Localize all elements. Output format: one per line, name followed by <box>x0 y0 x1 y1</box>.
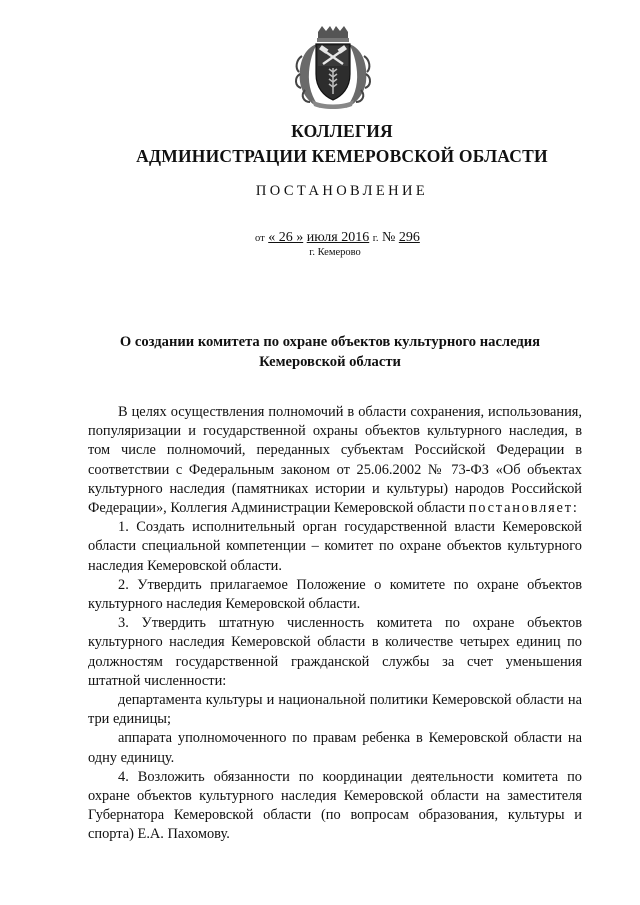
date-year-suffix: г. <box>372 233 379 244</box>
item-1: 1. Создать исполнительный орган государственной власти Кемеровской области специальной компетенции – комитет по охране объектов культурного наследия Кемеровской области. <box>88 519 582 574</box>
date-prefix: от <box>255 233 265 244</box>
document-title <box>90 332 570 372</box>
intro-paragraph <box>88 403 582 518</box>
kemerovo-coat-of-arms-icon <box>292 26 374 110</box>
item-3: 3. Утвердить штатную численность комитета по охране объектов культурного наследия Кемеровской области в количестве четырех единиц по должностям государственной гражданской службы за счет уменьшения штатной численности: <box>88 615 582 689</box>
item-4: 4. Возложить обязанности по координации деятельности комитета по охране объектов культурного наследия Кемеровской области на заместителя Губернатора Кемеровской области (по вопросам образования, культуры и спорта) Е.А. Пахомову. <box>88 768 582 843</box>
item-3a: департамента культуры и национальной политики Кемеровской области на три единицы; <box>88 692 582 728</box>
city-label: г. Кемерово <box>309 247 361 258</box>
intro-keyword: постановляет: <box>468 500 579 517</box>
title-line2: Кемеровской области <box>259 354 401 370</box>
date-day: « 26 » <box>268 230 304 245</box>
date-number-line <box>255 230 420 246</box>
document-body <box>88 403 582 845</box>
agency-name-line1: КОЛЛЕГИЯ <box>291 121 393 141</box>
title-line1: О создании комитета по охране объектов культурного наследия <box>119 334 541 350</box>
intro-text: В целях осуществления полномочий в области сохранения, использования, популяризации и государственной охраны объектов культурного наследия, в том числе полномочий, переданных субъектам Российской Федерации в соответствии с Федеральным законом от 25.06.2002 № 73-ФЗ «Об объектах культурного наследия (памятниках истории и культуры) народов Российской Федерации», Коллегия Администрации Кемеровской области <box>88 404 582 517</box>
document-number: 296 <box>398 230 420 245</box>
document-type: ПОСТАНОВЛЕНИЕ <box>255 183 429 199</box>
item-2: 2. Утвердить прилагаемое Положение о комитете по охране объектов культурного наследия Кемеровской области. <box>88 576 582 613</box>
agency-name-line2: АДМИНИСТРАЦИИ КЕМЕРОВСКОЙ ОБЛАСТИ <box>136 146 548 166</box>
item-3b: аппарата уполномоченного по правам ребенка в Кемеровской области на одну единицу. <box>88 730 582 766</box>
number-sign: № <box>381 230 396 245</box>
date-month-year: июля 2016 <box>306 230 370 245</box>
